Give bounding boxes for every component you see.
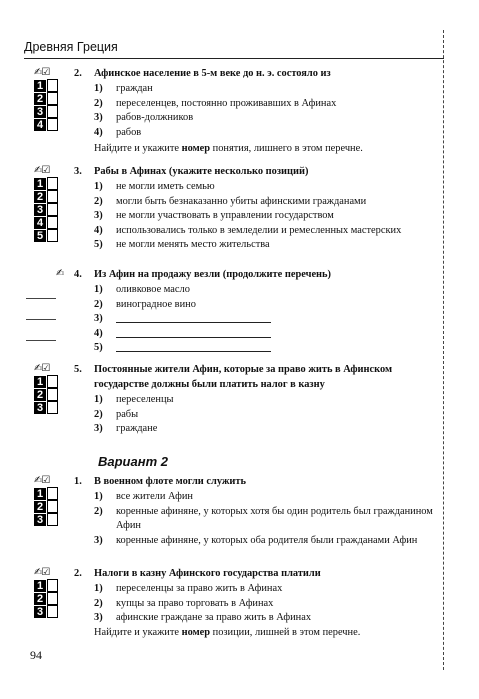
answer-box-4[interactable]: 4: [34, 216, 74, 229]
option: 2) могли быть безнаказанно убиты афинскими гражданами: [94, 195, 367, 207]
answer-marks: [30, 268, 70, 341]
answer-line-2[interactable]: [26, 307, 56, 320]
pencil-check-icon: ✍☑: [34, 567, 50, 578]
answer-box-1[interactable]: 1: [34, 579, 74, 592]
answer-box-1[interactable]: 1: [34, 79, 74, 92]
answer-box-4[interactable]: 4: [34, 118, 74, 131]
option: 1) переселенцы за право жить в Афинах: [94, 583, 283, 594]
options-list: [94, 180, 444, 253]
option: 3) афинские граждане за право жить в Афинах: [94, 612, 312, 624]
question-text: В военном флоте могли служить: [94, 476, 247, 487]
answer-box-3[interactable]: 3: [34, 105, 74, 118]
question-text: Из Афин на продажу везли (продолжите перечень): [94, 269, 331, 280]
option: 2) коренные афиняне, у которых хотя бы один родитель был гражданином Афин: [94, 505, 433, 532]
option: 2) переселенцев, постоянно проживавших в Афинах: [94, 97, 337, 109]
question-text: Налоги в казну Афинского государства платили: [94, 568, 321, 579]
option: 1) оливковое масло: [94, 284, 190, 295]
pencil-check-icon: ✍☑: [34, 475, 50, 486]
variant-title: Вариант 2: [98, 454, 168, 469]
pencil-check-icon: ✍☑: [34, 363, 50, 374]
question-text: Рабы в Афинах (укажите несколько позиций): [94, 166, 309, 177]
pencil-icon: ✍: [56, 268, 64, 279]
answer-box-1[interactable]: 1: [34, 375, 74, 388]
answer-box-2[interactable]: 2: [34, 92, 74, 105]
question-number: 2.: [74, 568, 82, 579]
answer-line-3[interactable]: [26, 328, 56, 341]
option: 5) не могли менять место жительства: [94, 239, 270, 251]
answer-box-1[interactable]: 1: [34, 487, 74, 500]
answer-box-2[interactable]: 2: [34, 500, 74, 513]
question-text: Постоянные жители Афин, которые за право жить в Афинском государстве должны были платить налог в казну: [94, 364, 393, 390]
answer-box-3[interactable]: 3: [34, 401, 74, 414]
header-rule: [24, 58, 444, 59]
option: 2) рабы: [94, 408, 139, 420]
answer-box-1[interactable]: 1: [34, 177, 74, 190]
option: 4) рабов: [94, 126, 142, 138]
answer-marks: [34, 165, 74, 242]
options-list: [94, 490, 444, 548]
question-instruction: Найдите и укажите номер позиции, лишней в этом перечне.: [94, 626, 361, 638]
answer-marks: [34, 67, 74, 131]
answer-box-2[interactable]: 2: [34, 190, 74, 203]
option: 1) граждан: [94, 83, 153, 94]
answer-box-2[interactable]: 2: [34, 388, 74, 401]
question-text: Афинское население в 5-м веке до н. э. состояло из: [94, 68, 331, 79]
answer-box-3[interactable]: 3: [34, 605, 74, 618]
option: 1) все жители Афин: [94, 491, 193, 502]
page-header-title: Древняя Греция: [24, 40, 118, 54]
option: 1) переселенцы: [94, 394, 174, 405]
option: 3) коренные афиняне, у которых оба родителя были гражданами Афин: [94, 534, 418, 546]
answer-marks: [34, 567, 74, 618]
question-number: 3.: [74, 166, 82, 177]
pencil-check-icon: ✍☑: [34, 67, 50, 78]
options-list: [94, 393, 444, 437]
answer-marks: [34, 475, 74, 526]
page-number: 94: [30, 648, 42, 662]
option: 4) использовались только в земледелии и ремесленных мастерских: [94, 224, 402, 236]
question-number: 5.: [74, 364, 82, 375]
answer-box-3[interactable]: 3: [34, 203, 74, 216]
question-instruction: Найдите и укажите номер понятия, лишнего в этом перечне.: [94, 143, 363, 155]
answer-box-2[interactable]: 2: [34, 592, 74, 605]
question-number: 4.: [74, 269, 82, 280]
question-number: 2.: [74, 68, 82, 79]
answer-line-1[interactable]: [26, 286, 56, 299]
options-list: [94, 283, 444, 356]
option: 1) не могли иметь семью: [94, 181, 215, 192]
option: 3) рабов-должников: [94, 112, 194, 124]
option-blank[interactable]: 4): [94, 327, 444, 342]
question-number: 1.: [74, 476, 82, 487]
option: 3) граждане: [94, 423, 158, 435]
option: 2) виноградное вино: [94, 298, 196, 310]
option: 3) не могли участвовать в управлении государством: [94, 210, 334, 222]
option: 2) купцы за право торговать в Афинах: [94, 597, 274, 609]
answer-marks: [34, 363, 74, 414]
answer-box-5[interactable]: 5: [34, 229, 74, 242]
options-list: [94, 582, 444, 640]
options-list: [94, 82, 444, 157]
option-blank[interactable]: 5): [94, 341, 444, 356]
pencil-check-icon: ✍☑: [34, 165, 50, 176]
option-blank[interactable]: 3): [94, 312, 444, 327]
answer-box-3[interactable]: 3: [34, 513, 74, 526]
